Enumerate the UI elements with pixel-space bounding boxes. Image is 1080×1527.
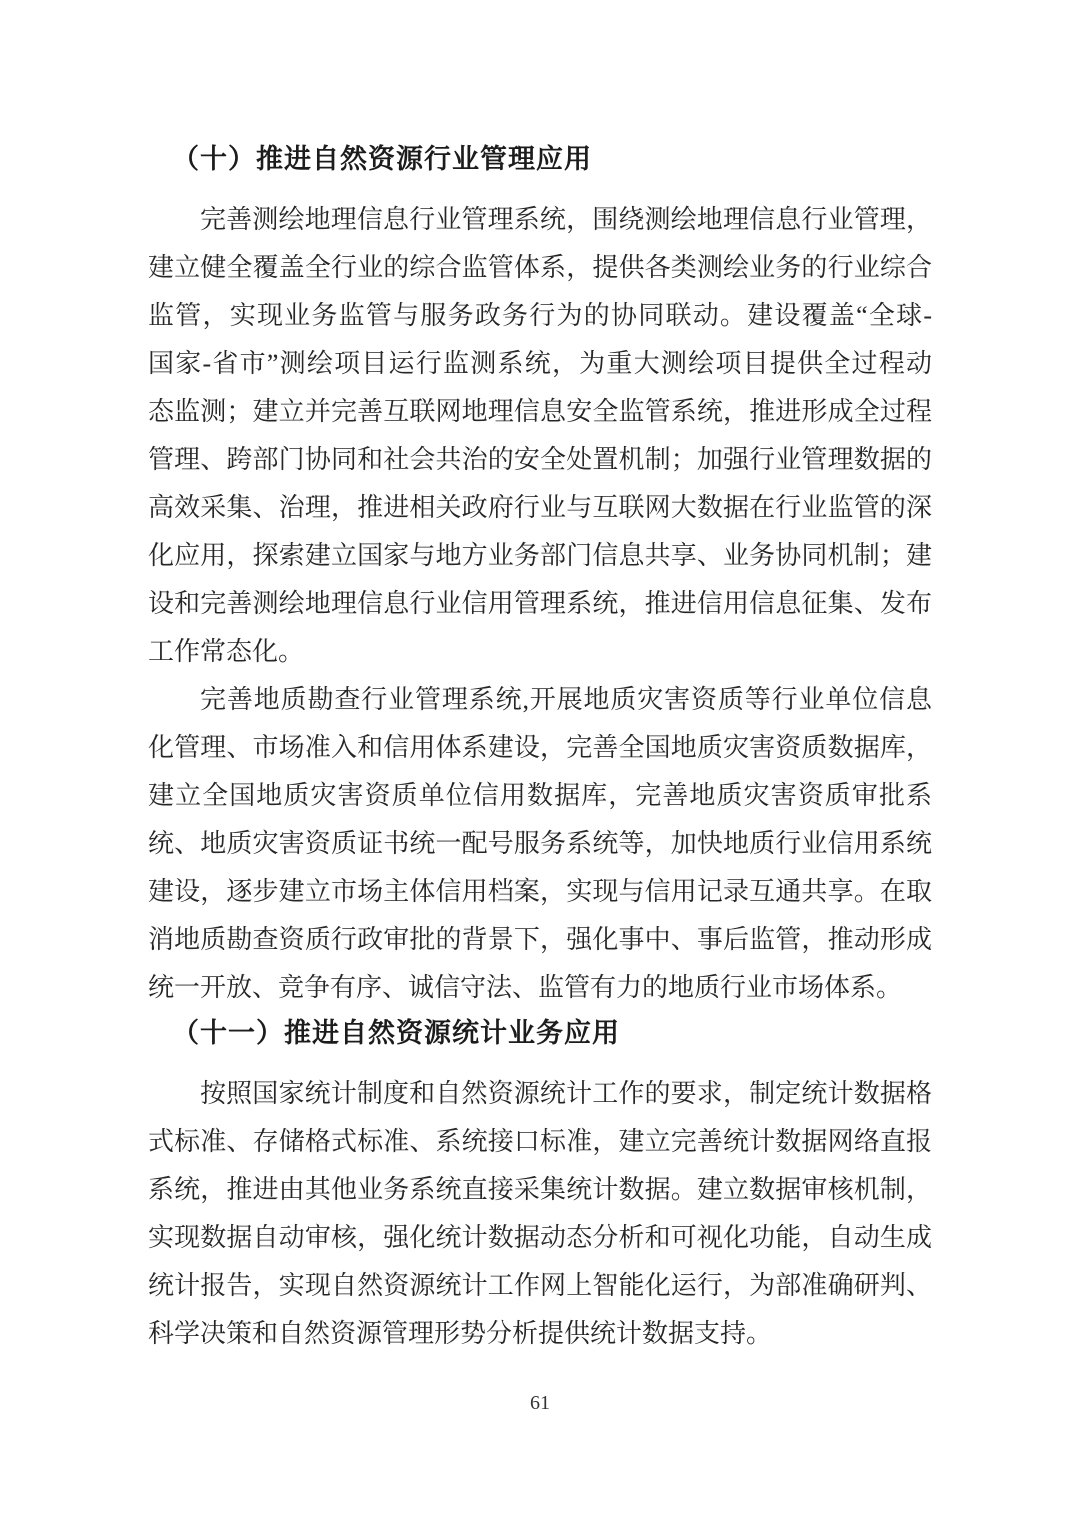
paragraph-line: 建立健全覆盖全行业的综合监管体系，提供各类测绘业务的行业综合 (148, 253, 932, 282)
paragraph-line: 高效采集、治理，推进相关政府行业与互联网大数据在行业监管的深 (148, 493, 932, 522)
paragraph-line: 管理、跨部门协同和社会共治的安全处置机制；加强行业管理数据的 (148, 445, 932, 474)
paragraph-line: 监管，实现业务监管与服务政务行为的协同联动。建设覆盖“全球- (148, 301, 932, 330)
paragraph-line: 设和完善测绘地理信息行业信用管理系统，推进信用信息征集、发布 (148, 589, 932, 618)
paragraph-line: 国家-省市”测绘项目运行监测系统，为重大测绘项目提供全过程动 (148, 349, 932, 378)
section-heading: （十）推进自然资源行业管理应用 (172, 144, 592, 174)
section-heading: （十一）推进自然资源统计业务应用 (172, 1018, 620, 1048)
page-number: 61 (530, 1392, 550, 1414)
paragraph-line: 统计报告，实现自然资源统计工作网上智能化运行，为部准确研判、 (148, 1271, 932, 1300)
paragraph-line: 态监测；建立并完善互联网地理信息安全监管系统，推进形成全过程 (148, 397, 932, 426)
paragraph-line: 系统，推进由其他业务系统直接采集统计数据。建立数据审核机制， (148, 1175, 932, 1204)
paragraph-line: 建立全国地质灾害资质单位信用数据库，完善地质灾害资质审批系 (148, 781, 932, 810)
paragraph-line: 消地质勘查资质行政审批的背景下，强化事中、事后监管，推动形成 (148, 925, 932, 954)
paragraph (148, 676, 932, 1012)
paragraph-line: 统、地质灾害资质证书统一配号服务系统等，加快地质行业信用系统 (148, 829, 932, 858)
paragraph-line: 完善地质勘查行业管理系统,开展地质灾害资质等行业单位信息 (200, 685, 932, 714)
document-body (148, 138, 932, 1358)
paragraph (148, 1070, 932, 1358)
paragraph-line: 式标准、存储格式标准、系统接口标准，建立完善统计数据网络直报 (148, 1127, 932, 1156)
paragraph-line: 统一开放、竞争有序、诚信守法、监管有力的地质行业市场体系。 (148, 973, 903, 1002)
paragraph-line: 化管理、市场准入和信用体系建设，完善全国地质灾害资质数据库， (148, 733, 932, 762)
paragraph-line: 建设，逐步建立市场主体信用档案，实现与信用记录互通共享。在取 (148, 877, 932, 906)
paragraph (148, 196, 932, 676)
paragraph-line: 化应用，探索建立国家与地方业务部门信息共享、业务协同机制；建 (148, 541, 932, 570)
paragraph-line: 按照国家统计制度和自然资源统计工作的要求，制定统计数据格 (200, 1079, 932, 1108)
paragraph-line: 实现数据自动审核，强化统计数据动态分析和可视化功能，自动生成 (148, 1223, 932, 1252)
paragraph-line: 工作常态化。 (148, 637, 305, 666)
paragraph-line: 科学决策和自然资源管理形势分析提供统计数据支持。 (148, 1319, 773, 1348)
paragraph-line: 完善测绘地理信息行业管理系统，围绕测绘地理信息行业管理， (200, 205, 932, 234)
